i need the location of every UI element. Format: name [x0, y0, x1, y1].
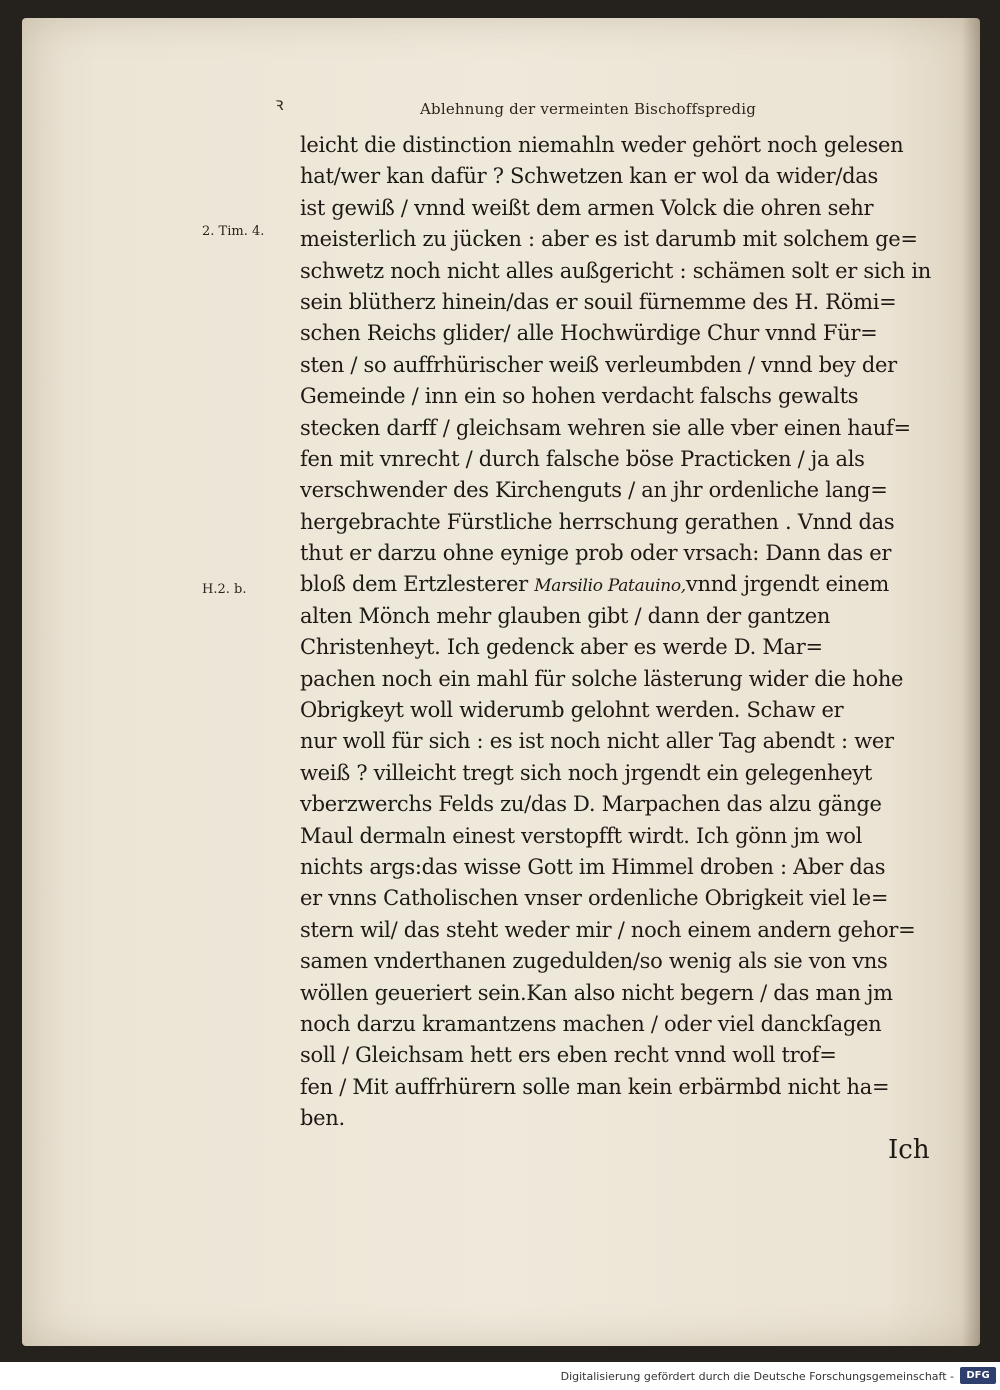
text-line: fen / Mit auffrhürern solle man kein erbärmbd nicht ha=: [300, 1074, 890, 1099]
text-line: Gemeinde / inn ein so hohen verdacht falschs gewalts: [300, 384, 859, 409]
text-segment: bloß dem Ertzlesterer: [300, 572, 535, 597]
text-line: soll / Gleichsam hett ers eben recht vnnd woll trof=: [300, 1043, 837, 1068]
text-line: pachen noch ein mahl für solche lästerung wider die hohe: [300, 666, 904, 691]
text-line: alten Mönch mehr glauben gibt / dann der gantzen: [300, 603, 831, 628]
text-line: noch darzu kramantzens machen / oder viel danckſagen: [300, 1011, 882, 1036]
text-line: weiß ? villeicht tregt sich noch jrgendt ein gelegenheyt: [300, 760, 873, 785]
running-head: Ablehnung der vermeinten Bischoffspredig: [420, 100, 757, 118]
text-line: er vnns Catholischen vnser ordenliche Obrigkeit viel le=: [300, 886, 889, 911]
text-line-mixed: [300, 569, 950, 600]
margin-note-signature: H.2. b.: [202, 582, 247, 597]
text-line: schwetz noch nicht alles außgericht : schämen solt er sich in: [300, 258, 932, 283]
text-line: schen Reichs glider/ alle Hochwürdige Chur vnnd Für=: [300, 321, 878, 346]
text-line: ist gewiß / vnnd weißt dem armen Volck die ohren sehr: [300, 195, 874, 220]
footer-credit: Digitalisierung gefördert durch die Deutsche Forschungsgemeinschaft -: [560, 1370, 954, 1383]
text-line: sein blütherz hinein/das er souil fürnemme des H. Römi=: [300, 289, 897, 314]
text-segment: vnnd jrgendt einem: [685, 572, 890, 597]
text-line: hat/wer kan dafür ? Schwetzen kan er wol da wider/das: [300, 164, 878, 189]
dfg-logo[interactable]: DFG: [960, 1367, 996, 1384]
text-line: verschwender des Kirchenguts / an jhr ordenliche lang=: [300, 478, 888, 503]
italic-name: Marsilio Patauino,: [534, 576, 686, 597]
catchword: Ich: [888, 1135, 930, 1165]
margin-note-bible-ref: 2. Tim. 4.: [202, 224, 265, 239]
text-line: Christenheyt. Ich gedenck aber es werde D. Mar=: [300, 635, 823, 660]
folio-mark: ꝛ: [275, 94, 284, 115]
text-line: leicht die distinction niemahln weder gehört noch gelesen: [300, 133, 904, 157]
text-line: Maul dermaln einest verstopfft wirdt. Ich gönn jm wol: [300, 823, 863, 848]
text-line: Obrigkeyt woll widerumb gelohnt werden. Schaw er: [300, 698, 844, 723]
text-line: stecken darff / gleichsam wehren sie alle vber einen hauf=: [300, 415, 911, 440]
text-line: meisterlich zu jücken : aber es ist darumb mit solchem ge=: [300, 227, 918, 252]
text-line: samen vnderthanen zugedulden/so wenig als sie von vns: [300, 949, 888, 974]
text-line: stern wil/ das steht weder mir / noch einem andern gehor=: [300, 917, 916, 942]
text-line: ben.: [300, 1106, 345, 1131]
text-line: nur woll für sich : es ist noch nicht aller Tag abendt : wer: [300, 729, 894, 754]
text-line: wöllen geueriert sein.Kan also nicht begern / das man jm: [300, 980, 893, 1005]
text-line: fen mit vnrecht / durch falsche böse Practicken / ja als: [300, 446, 865, 471]
text-line: vberzwerchs Felds zu/das D. Marpachen das alzu gänge: [300, 792, 882, 817]
text-line: hergebrachte Fürstliche herrschung gerathen . Vnnd das: [300, 509, 895, 534]
page-edge-shadow: [962, 18, 980, 1346]
text-line: nichts args:das wisse Gott im Himmel droben : Aber das: [300, 854, 886, 879]
body-text: [300, 130, 950, 1135]
text-line: thut er darzu ohne eynige prob oder vrsach: Dann das er: [300, 541, 892, 566]
text-line: sten / so auffrhürischer weiß verleumbden / vnnd bey der: [300, 352, 897, 377]
